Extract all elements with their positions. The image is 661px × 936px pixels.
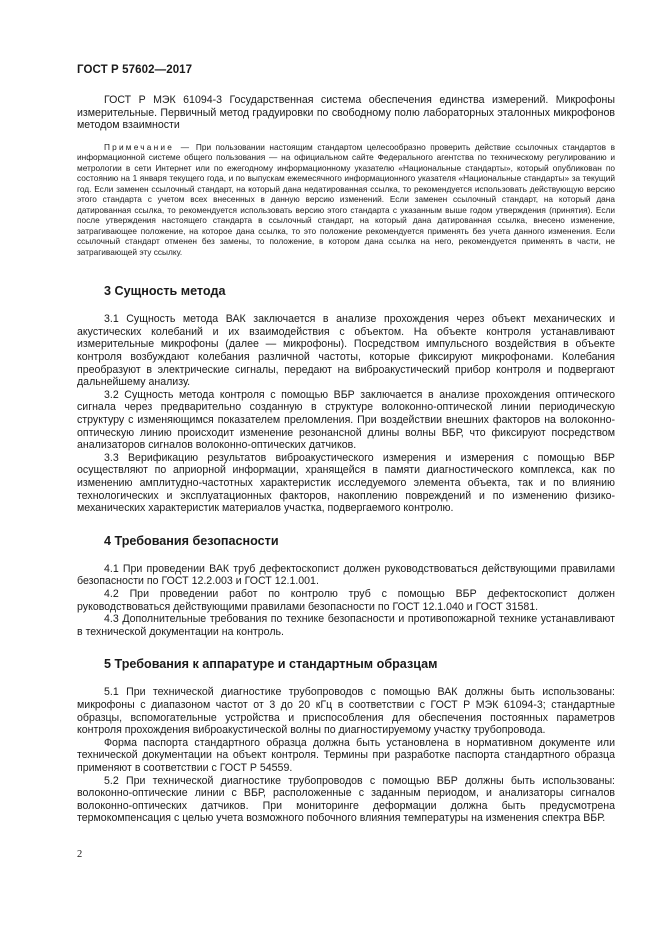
document-header: ГОСТ Р 57602—2017 <box>77 64 193 76</box>
note-label: Примечание — <box>104 141 192 152</box>
paragraph-4-1: 4.1 При проведении ВАК труб дефектоскопист должен руководствоваться действующими правилами безопасности по ГОСТ 12.2.003 и ГОСТ 12.1.001. <box>77 562 615 588</box>
page-number: 2 <box>77 849 83 860</box>
section-3-heading: 3 Сущность метода <box>104 284 226 299</box>
paragraph-3-2: 3.2 Сущность метода контроля с помощью ВБР заключается в анализе прохождения оптического сигнала через предварительно созданную в структуре волоконно-оптической линии периодическую структуру с изменяющимся показателем преломления. При воздействии внешних факторов на волоконно-оптическую линию происходит изменение резонансной длины волны ВБР, что фиксируют посредством анализаторов сигналов волоконно-оптических датчиков. <box>77 388 615 452</box>
paragraph-4-3: 4.3 Дополнительные требования по технике безопасности и противопожарной технике устанавливают в технической документации на контроль. <box>77 613 615 638</box>
section-4-heading: 4 Требования безопасности <box>104 533 279 548</box>
paragraph-3-3: 3.3 Верификацию результатов виброакустического измерения и измерения с помощью ВБР осуществляют по априорной информации, хранящейся в памяти диагностического комплекса, как по изменению амплитудно-частотных характеристик исследуемого элемента объекта, так и по влиянию технологических и эксплуатационных факторов, накоплению повреждений и по изменению физико-механических характеристик материалов участка, подвергаемого контролю. <box>77 451 615 515</box>
section-5-heading: 5 Требования к аппаратуре и стандартным образцам <box>104 657 438 672</box>
paragraph-5-1: 5.1 При технической диагностике трубопроводов с помощью ВАК должны быть использованы: микрофоны с диапазоном частот от 3 до 20 кГц в соответствии с ГОСТ Р МЭК 61094-3; стандартные образцы, вспомогательные устройства и приспособления для обеспечения постоянных параметров контроля прохождения виброакустической волны по диагностируемому участку трубопровода. <box>77 686 615 737</box>
paragraph-5-2: 5.2 При технической диагностике трубопроводов с помощью ВБР должны быть использованы: волоконно-оптические линии с ВБР, расположенные с заданным периодом, и анализаторы сигналов волоконно-оптических датчиков. При мониторинге деформации должна быть предусмотрена термокомпенсация с целью учета возможного побочного влияния температуры на изменения спектра ВБР. <box>77 774 615 825</box>
note-text: При пользовании настоящим стандартом целесообразно проверить действие ссылочных стандартов в информационной системе общего пользования — на официальном сайте Федерального агентства по техническому регулированию и метрологии в сети Интернет или по ежегодному информационному указателю «Национальные стандарты», который опубликован по состоянию на 1 января текущего года, и по выпускам ежемесячного информационного указателя «Национальные стандарты» за текущий год. Если заменен ссылочный стандарт, на который дана недатированная ссылка, то рекомендуется использовать действующую версию этого стандарта с учетом всех внесенных в данную версию изменений. Если заменен ссылочный стандарт, на который дана датированная ссылка, то рекомендуется использовать версию этого стандарта с указанным выше годом утверждения (принятия). Если после утверждения настоящего стандарта в ссылочный стандарт, на который дана датированная ссылка, внесено изменение, затрагивающее положение, на которое дана ссылка, то это положение рекомендуется применять без учета данного изменения. Если ссылочный стандарт отменен без замены, то положение, в котором дана ссылка на него, рекомендуется применять в части, не затрагивающей эту ссылку. <box>77 141 615 257</box>
note-paragraph <box>77 142 615 258</box>
page-content <box>77 94 615 825</box>
reference-item: ГОСТ Р МЭК 61094-3 Государственная система обеспечения единства измерений. Микрофоны измерительные. Первичный метод градуировки по свободному полю лабораторных эталонных микрофонов методом взаимности <box>77 94 615 132</box>
paragraph-3-1: 3.1 Сущность метода ВАК заключается в анализе прохождения через объект механических и акустических колебаний и их взаимодействия с объектом. На объекте контроля устанавливают измерительные микрофоны (далее — микрофоны). Посредством импульсного воздействия в объекте контроля возбуждают колебания различной частоты, которые фиксируют микрофонами. Колебания преобразуют в электрические сигналы, передают на виброакустический прибор контроля и подвергают дальнейшему анализу. <box>77 313 615 389</box>
paragraph-4-2: 4.2 При проведении работ по контролю труб с помощью ВБР дефектоскопист должен руководствоваться действующими правилами безопасности по ГОСТ 12.1.040 и ГОСТ 31581. <box>77 587 615 613</box>
paragraph-5-1-form: Форма паспорта стандартного образца должна быть установлена в нормативном документе или технической документации на объект контроля. Термины при разработке паспорта стандартного образца применяют в соответствии с ГОСТ Р 54559. <box>77 736 615 774</box>
